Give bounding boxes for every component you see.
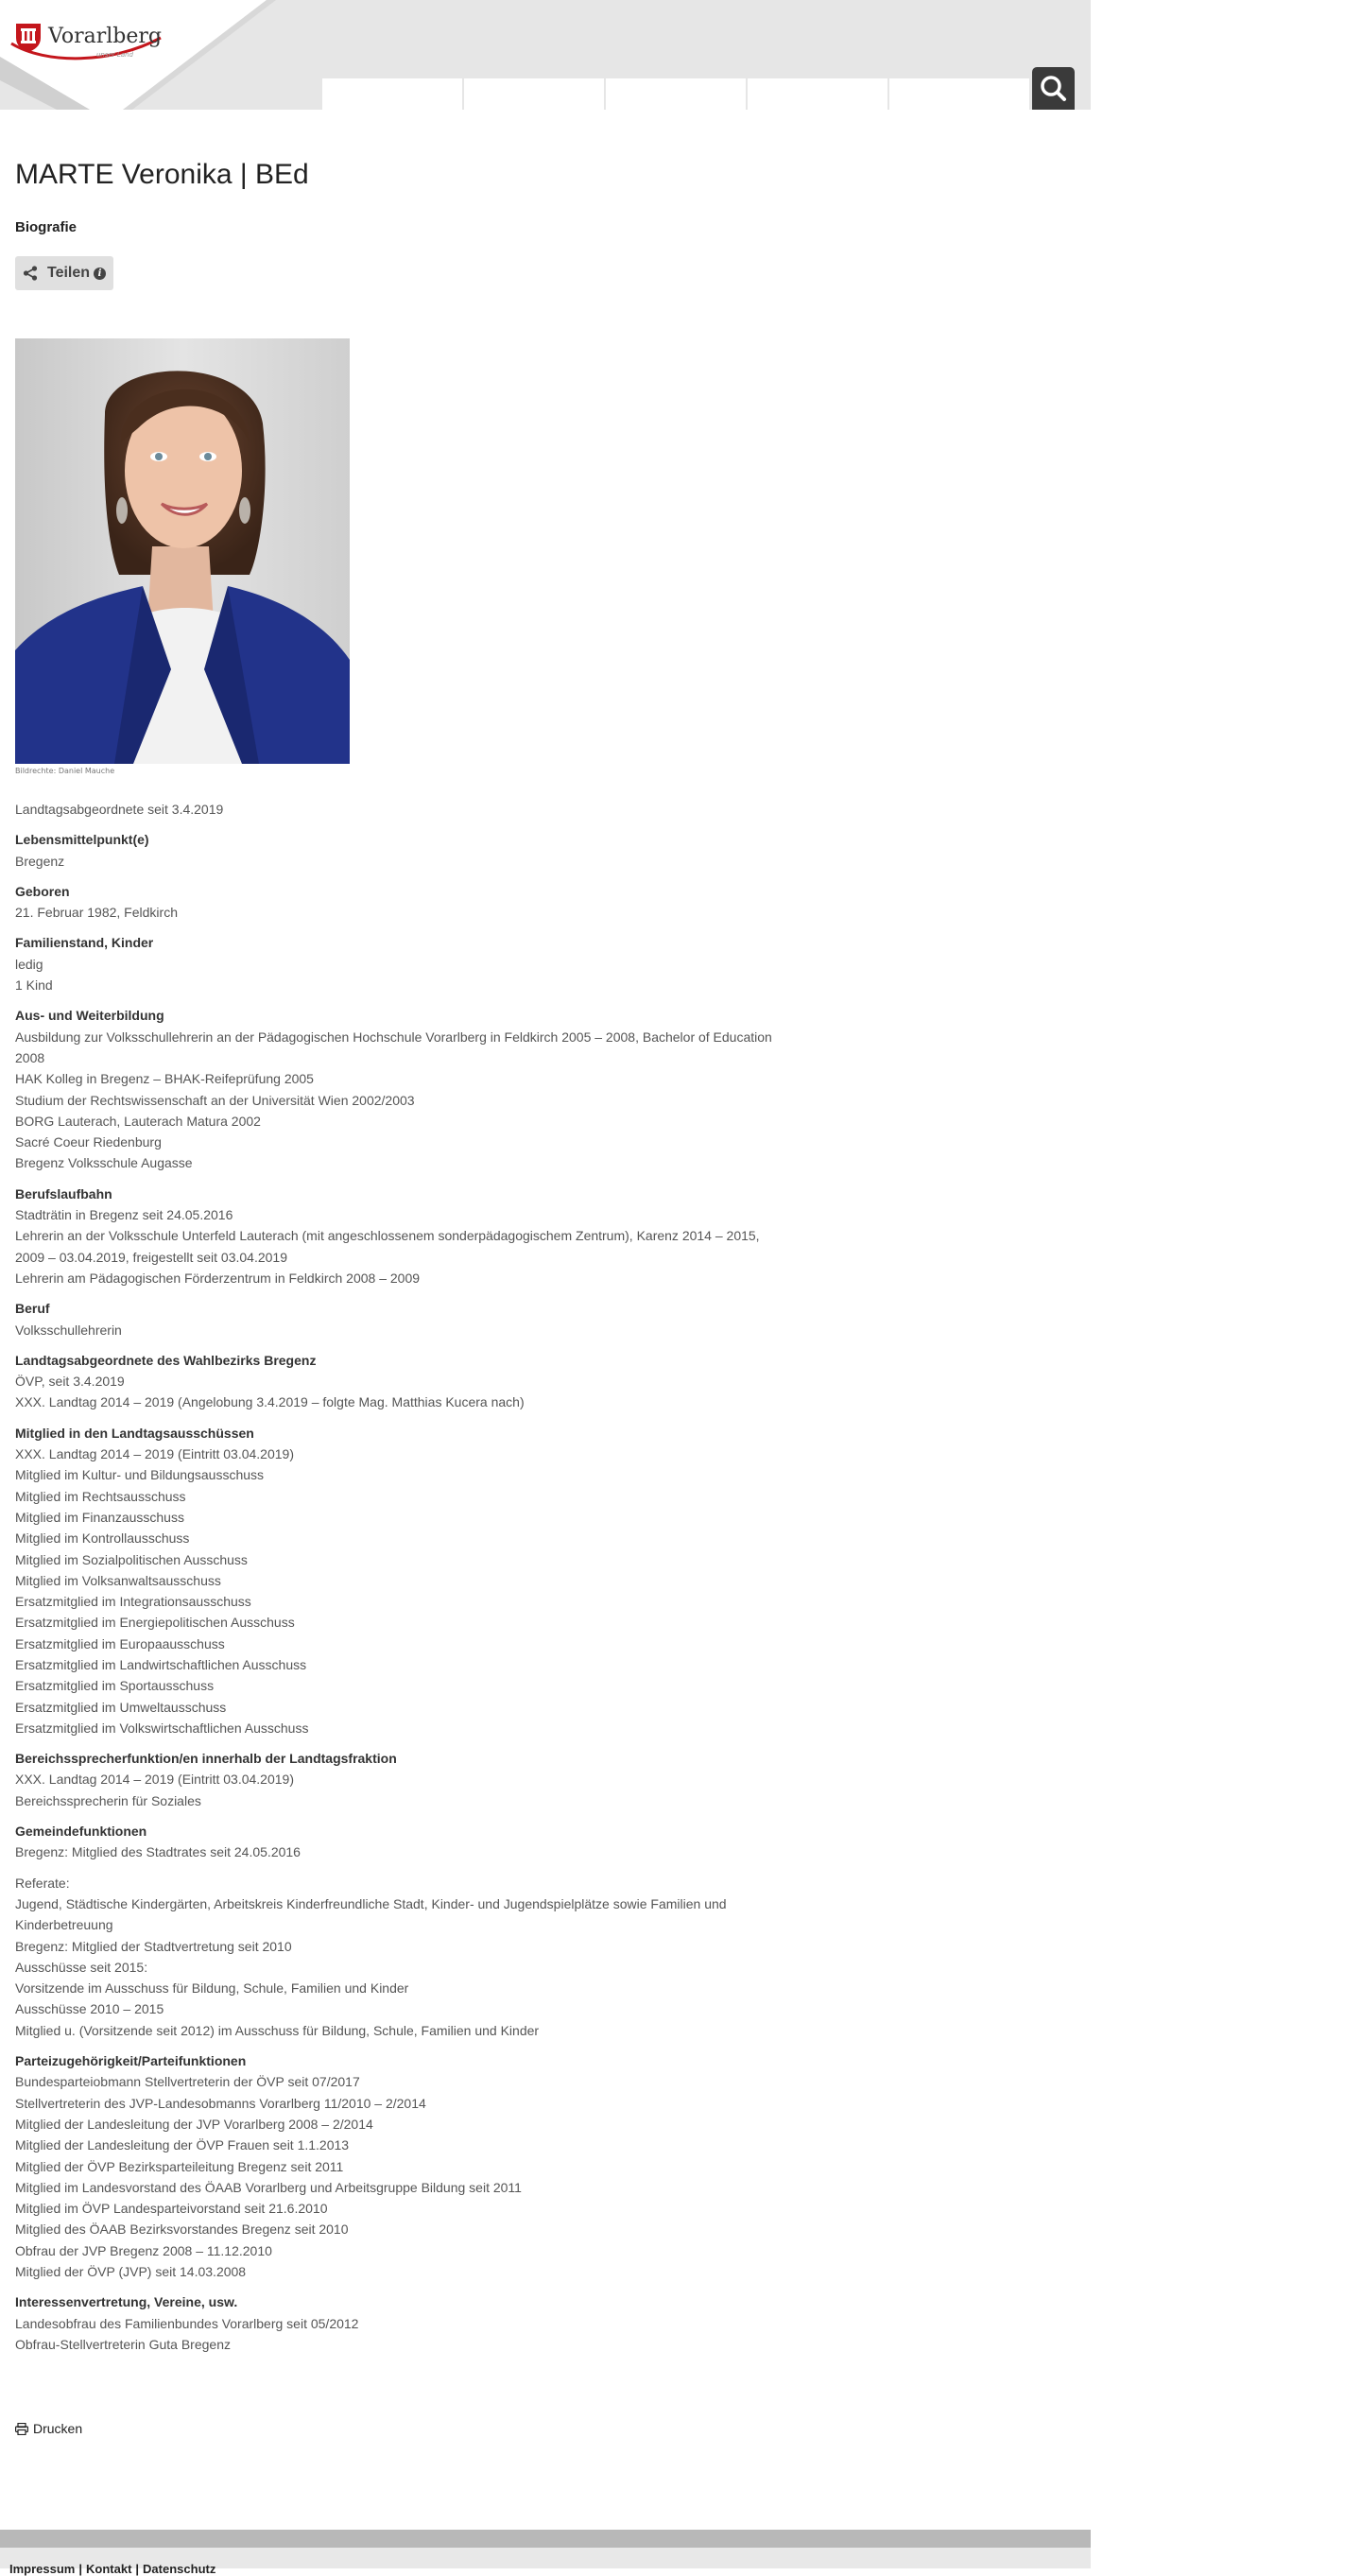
print-button[interactable] — [15, 2421, 82, 2436]
bio-section — [15, 1748, 790, 1811]
bio-line: Bregenz: Mitglied des Stadtrates seit 24.05.2016 — [15, 1844, 301, 1860]
bio-section — [15, 1423, 790, 1738]
logo-subtitle: unser Land — [96, 51, 133, 59]
bio-line: Mitglied des ÖAAB Bezirksvorstandes Bregenz seit 2010 — [15, 2222, 349, 2238]
page-subtitle: Biografie — [15, 219, 78, 235]
bio-section — [15, 1005, 790, 1173]
vorarlberg-logo[interactable] — [8, 9, 168, 68]
bio-line: Obfrau-Stellvertreterin Guta Bregenz — [15, 2336, 231, 2352]
share-button[interactable] — [15, 256, 113, 290]
page-title: MARTE Veronika | BEd — [15, 159, 309, 190]
bio-line: Bregenz — [15, 853, 65, 869]
bio-line: Stellvertreterin des JVP-Landesobmanns Vorarlberg 11/2010 – 2/2014 — [15, 2095, 426, 2111]
bio-line: Volksschullehrerin — [15, 1322, 122, 1338]
search-button[interactable] — [1032, 67, 1075, 110]
bio-section-title: Lebensmittelpunkt(e) — [15, 832, 149, 848]
bio-section — [15, 2291, 790, 2355]
bio-section-title: Interessenvertretung, Vereine, usw. — [15, 2294, 238, 2310]
search-icon — [1032, 67, 1075, 110]
share-icon — [23, 266, 38, 281]
bio-section-title: Aus- und Weiterbildung — [15, 1008, 164, 1024]
main-navigation — [322, 78, 1031, 110]
bio-section-title: Landtagsabgeordnete des Wahlbezirks Bregenz — [15, 1352, 317, 1368]
bio-line: Obfrau der JVP Bregenz 2008 – 11.12.2010 — [15, 2242, 272, 2258]
bio-section — [15, 932, 790, 995]
bio-line: Ausschüsse 2010 – 2015 — [15, 2001, 164, 2017]
bio-line: Jugend, Städtische Kindergärten, Arbeitskreis Kinderfreundliche Stadt, Kinder- und Jugendspielplätze sowie Familien und Kinderbetreuung — [15, 1895, 727, 1933]
biography — [15, 799, 790, 2355]
nav-item-3[interactable] — [606, 78, 748, 110]
bio-line: Ersatzmitglied im Europaausschuss — [15, 1635, 225, 1651]
bio-line: Mitglied u. (Vorsitzende seit 2012) im Ausschuss für Bildung, Schule, Familien und Kinder — [15, 2022, 540, 2038]
bio-line: Ersatzmitglied im Landwirtschaftlichen Ausschuss — [15, 1656, 307, 1672]
bio-line: XXX. Landtag 2014 – 2019 (Eintritt 03.04.2019) — [15, 1446, 294, 1462]
bio-line: Bundesparteiobmann Stellvertreterin der ÖVP seit 07/2017 — [15, 2074, 360, 2090]
bio-line: Ersatzmitglied im Integrationsausschuss — [15, 1594, 251, 1610]
bio-section-title: Gemeindefunktionen — [15, 1824, 147, 1840]
portrait-photo — [15, 338, 350, 764]
bio-line: Lehrerin am Pädagogischen Förderzentrum in Feldkirch 2008 – 2009 — [15, 1270, 421, 1286]
bio-line: ÖVP, seit 3.4.2019 — [15, 1374, 125, 1390]
bio-sections — [15, 829, 790, 2355]
bio-line: Ersatzmitglied im Energiepolitischen Ausschuss — [15, 1615, 295, 1631]
bio-line: Vorsitzende im Ausschuss für Bildung, Schule, Familien und Kinder — [15, 1980, 409, 1997]
bio-section — [15, 1873, 790, 2041]
bio-section — [15, 1298, 790, 1340]
site-header — [0, 0, 1091, 110]
bio-section — [15, 1821, 790, 1863]
footer-link-datenschutz[interactable]: Datenschutz — [143, 2562, 216, 2576]
bio-line: Mitglied im Kontrollausschuss — [15, 1530, 190, 1547]
bio-section — [15, 829, 790, 872]
footer-link-kontakt[interactable]: Kontakt — [86, 2562, 132, 2576]
bio-line: Mitglied der Landesleitung der ÖVP Frauen seit 1.1.2013 — [15, 2137, 350, 2153]
main-content — [15, 151, 790, 2352]
bio-line: Ersatzmitglied im Umweltausschuss — [15, 1699, 227, 1715]
bio-section — [15, 881, 790, 924]
nav-item-5[interactable] — [889, 78, 1031, 110]
bio-section — [15, 1350, 790, 1413]
bio-line: Bereichssprecherin für Soziales — [15, 1792, 201, 1808]
portrait-image — [15, 338, 350, 764]
bio-line: Ausbildung zur Volksschullehrerin an der Pädagogischen Hochschule Vorarlberg in Feldkirch 2005 – 2008, Bachelor of Education 2008 — [15, 1029, 772, 1065]
bio-line: Lehrerin an der Volksschule Unterfeld Lauterach (mit angeschlossenem sonderpädagogischem Zentrum), Karenz 2014 – 2015, 2009 – 03.04.2019, freigestellt seit 03.04.2019 — [15, 1228, 760, 1265]
bio-section-title: Bereichssprecherfunktion/en innerhalb der Landtagsfraktion — [15, 1751, 397, 1767]
footer-separator: | — [135, 2562, 140, 2576]
bio-line: Mitglied im Kultur- und Bildungsausschuss — [15, 1467, 265, 1483]
share-label: Teilen — [47, 265, 91, 281]
bio-section-title: Parteizugehörigkeit/Parteifunktionen — [15, 2053, 247, 2069]
bio-line: 21. Februar 1982, Feldkirch — [15, 905, 178, 921]
bio-line: Bregenz: Mitglied der Stadtvertretung seit 2010 — [15, 1938, 292, 1954]
footer-separator: | — [78, 2562, 83, 2576]
bio-line: Mitglied der Landesleitung der JVP Vorarlberg 2008 – 2/2014 — [15, 2116, 373, 2132]
photo-caption: Bildrechte: Daniel Mauche — [15, 767, 115, 775]
bio-line: XXX. Landtag 2014 – 2019 (Angelobung 3.4.2019 – folgte Mag. Matthias Kucera nach) — [15, 1394, 525, 1410]
logo-text: Vorarlberg — [48, 25, 163, 48]
bio-section — [15, 2050, 790, 2282]
bio-section-title: Berufslaufbahn — [15, 1185, 112, 1202]
bio-line: 1 Kind — [15, 977, 53, 994]
footer-bar — [0, 2530, 1091, 2548]
bio-line: Mitglied im Volksanwaltsausschuss — [15, 1572, 221, 1588]
bio-line: ledig — [15, 956, 43, 972]
bio-section — [15, 1184, 790, 1288]
bio-line: Mitglied der ÖVP Bezirksparteileitung Bregenz seit 2011 — [15, 2158, 344, 2174]
printer-icon — [15, 2423, 28, 2435]
bio-line: Mitglied im Rechtsausschuss — [15, 1488, 186, 1504]
bio-line: Mitglied im Finanzausschuss — [15, 1509, 184, 1525]
footer-link-impressum[interactable]: Impressum — [9, 2562, 76, 2576]
bio-line: Bregenz Volksschule Augasse — [15, 1155, 193, 1171]
footer-links — [9, 2562, 215, 2576]
bio-intro: Landtagsabgeordnete seit 3.4.2019 — [15, 802, 224, 817]
print-label: Drucken — [33, 2421, 83, 2436]
bio-line: Mitglied im ÖVP Landesparteivorstand seit 21.6.2010 — [15, 2201, 328, 2217]
info-icon[interactable]: i — [94, 268, 106, 280]
bio-section-title: Familienstand, Kinder — [15, 935, 154, 951]
nav-item-1[interactable] — [322, 78, 464, 110]
bio-line: BORG Lauterach, Lauterach Matura 2002 — [15, 1113, 261, 1129]
nav-item-2[interactable] — [464, 78, 606, 110]
bio-line: Ausschüsse seit 2015: — [15, 1959, 148, 1975]
bio-line: Mitglied im Landesvorstand des ÖAAB Vorarlberg und Arbeitsgruppe Bildung seit 2011 — [15, 2179, 522, 2195]
bio-line: Referate: — [15, 1875, 70, 1891]
bio-line: Mitglied im Sozialpolitischen Ausschuss — [15, 1551, 248, 1567]
bio-line: Sacré Coeur Riedenburg — [15, 1134, 162, 1150]
bio-section-title: Beruf — [15, 1301, 50, 1317]
bio-line: Ersatzmitglied im Volkswirtschaftlichen Ausschuss — [15, 1720, 309, 1736]
bio-section-title: Geboren — [15, 883, 70, 899]
bio-line: XXX. Landtag 2014 – 2019 (Eintritt 03.04.2019) — [15, 1772, 294, 1788]
bio-line: Landesobfrau des Familienbundes Vorarlberg seit 05/2012 — [15, 2315, 359, 2331]
bio-line: Studium der Rechtswissenschaft an der Universität Wien 2002/2003 — [15, 1092, 415, 1108]
bio-line: Ersatzmitglied im Sportausschuss — [15, 1678, 215, 1694]
nav-item-4[interactable] — [748, 78, 889, 110]
bio-line: Stadträtin in Bregenz seit 24.05.2016 — [15, 1207, 233, 1223]
bio-line: Mitglied der ÖVP (JVP) seit 14.03.2008 — [15, 2264, 247, 2279]
bio-section-title: Mitglied in den Landtagsausschüssen — [15, 1425, 254, 1441]
bio-line: HAK Kolleg in Bregenz – BHAK-Reifeprüfung 2005 — [15, 1071, 314, 1087]
